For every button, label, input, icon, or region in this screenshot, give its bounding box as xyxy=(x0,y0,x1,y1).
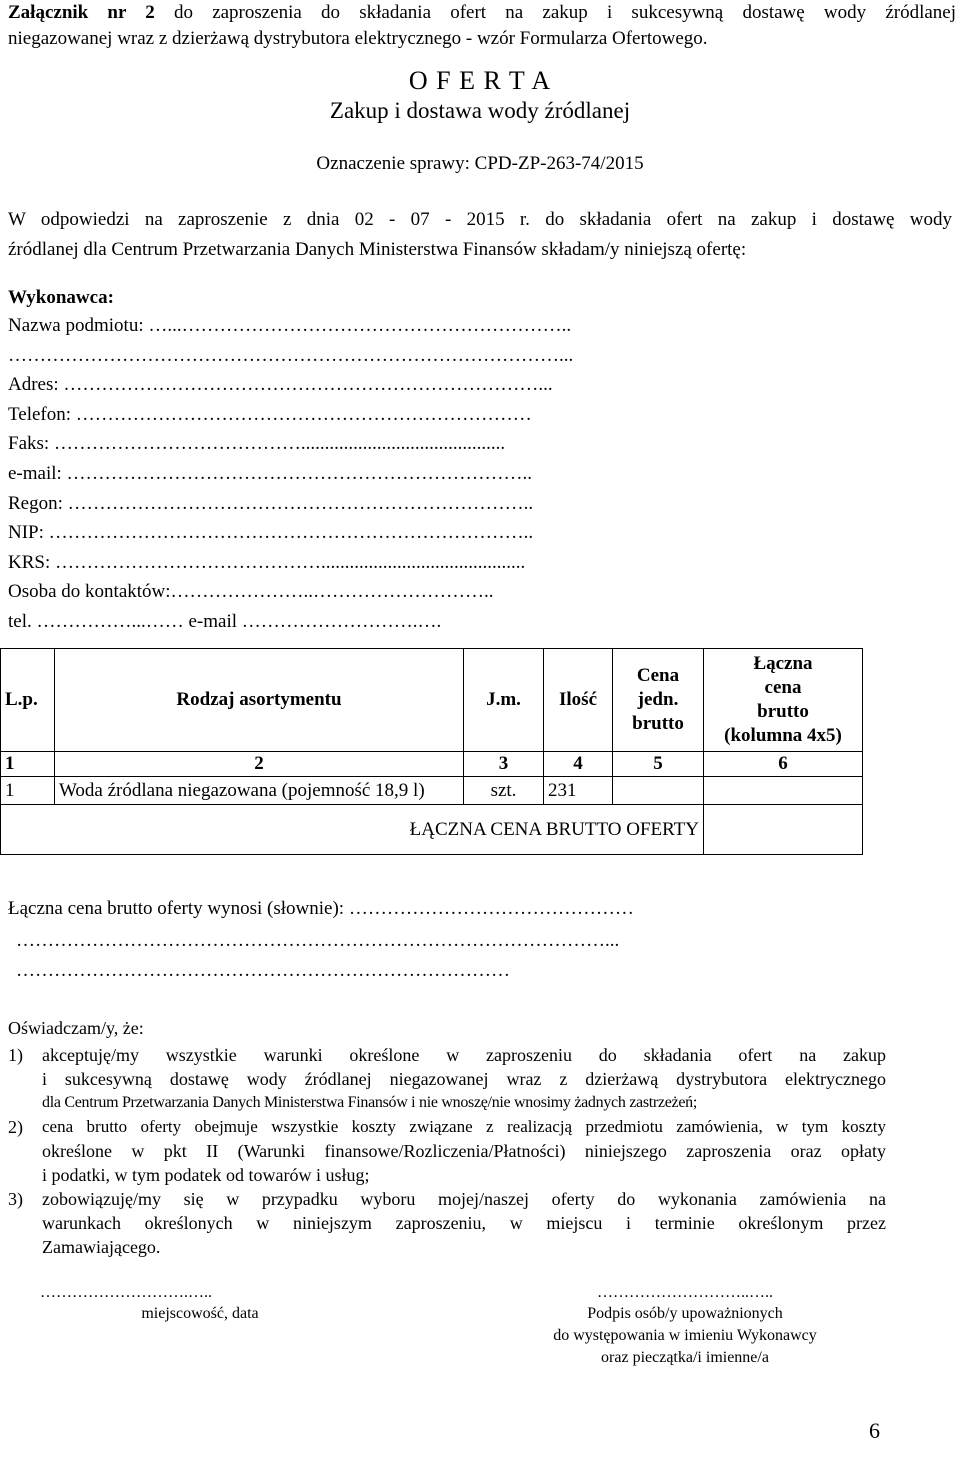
declaration-line: dla Centrum Przetwarzania Danych Ministerstwa Finansów i nie wnoszę/nie wnosimy żadnych zastrzeżeń; xyxy=(42,1094,697,1111)
header-unit-price-2: jedn. xyxy=(637,689,679,710)
declaration-line: zobowiązuję/my się w przypadku wyboru mojej/naszej oferty do wykonania zamówienia na xyxy=(42,1189,886,1209)
col-num-6: 6 xyxy=(704,752,863,777)
sum-value[interactable] xyxy=(704,805,863,855)
total-words-line-2[interactable]: …………………………………………………………………………………... xyxy=(16,930,620,951)
header-unit: J.m. xyxy=(464,649,544,752)
field-address[interactable]: Adres: …………………………………………………………………... xyxy=(8,374,553,395)
intro-line-1: W odpowiedzi na zaproszenie z dnia 02 - 07 - 2015 r. do składania ofert na zakup i dostawę wody xyxy=(8,209,952,230)
field-email[interactable]: e-mail: ……………………………………………………………….. xyxy=(8,463,533,484)
row-lp: 1 xyxy=(1,777,55,805)
declaration-number: 2) xyxy=(8,1117,23,1137)
annex-header xyxy=(8,0,956,52)
header-total-2: cena xyxy=(764,677,802,698)
annex-text-1: do zaproszenia do składania ofert na zakup i sukcesywną dostawę wody źródlanej xyxy=(154,2,957,23)
header-total-3: brutto xyxy=(757,701,809,722)
field-contact-person[interactable]: Osoba do kontaktów:…………………..……………………….. xyxy=(8,581,494,602)
table-row xyxy=(1,777,863,805)
signature-label-3: oraz pieczątka/i imienne/a xyxy=(601,1349,769,1366)
declarations-heading: Oświadczam/y, że: xyxy=(8,1018,144,1038)
field-phone[interactable]: Telefon: ……………………………………………………………… xyxy=(8,404,532,425)
declaration-item xyxy=(8,1043,886,1115)
header-unit-price-3: brutto xyxy=(632,713,684,734)
offer-subtitle: Zakup i dostawa wody źródlanej xyxy=(329,98,631,123)
place-date-label: miejscowość, data xyxy=(141,1305,259,1322)
field-contact-tel-email[interactable]: tel. ……………...…… e-mail ……………………….…. xyxy=(8,611,442,632)
header-total-4: (kolumna 4x5) xyxy=(724,725,842,746)
total-words-label[interactable]: Łączna cena brutto oferty wynosi (słownie): ……………………………………… xyxy=(8,898,634,919)
sum-row xyxy=(1,805,863,855)
col-num-2: 2 xyxy=(55,752,464,777)
declaration-item xyxy=(8,1115,886,1187)
declaration-line: i sukcesywną dostawę wody źródlanej niegazowanej wraz z dzierżawą dystrybutora elektrycznego xyxy=(42,1069,886,1089)
header-assortment: Rodzaj asortymentu xyxy=(55,649,464,752)
row-unit-price[interactable] xyxy=(613,777,704,805)
declaration-number: 3) xyxy=(8,1189,23,1209)
annex-line-2: niegazowanej wraz z dzierżawą dystrybutora elektrycznego - wzór Formularza Ofertowego. xyxy=(8,28,708,49)
sum-label: ŁĄCZNA CENA BRUTTO OFERTY xyxy=(1,805,704,855)
row-assortment: Woda źródlana niegazowana (pojemność 18,9 l) xyxy=(55,777,464,805)
declaration-line: warunkach określonych w niniejszym zaproszeniu, w miejscu i terminie określonym przez xyxy=(42,1213,886,1233)
page-number: 6 xyxy=(869,1418,880,1443)
annex-line-1 xyxy=(8,0,956,26)
declarations xyxy=(8,1016,886,1259)
field-krs[interactable]: KRS: ……………………………………........................................... xyxy=(8,552,526,573)
col-num-5: 5 xyxy=(613,752,704,777)
field-company-name-cont[interactable]: ……………………………………………………………………………... xyxy=(8,345,574,366)
row-unit: szt. xyxy=(464,777,544,805)
table-header-row xyxy=(1,649,863,752)
row-total[interactable] xyxy=(704,777,863,805)
total-words-line-3[interactable]: …………………………………………………………………… xyxy=(16,960,510,981)
case-reference: Oznaczenie sprawy: CPD-ZP-263-74/2015 xyxy=(316,153,644,174)
header-total-1: Łączna xyxy=(753,653,813,674)
header-total xyxy=(704,649,863,752)
declaration-item xyxy=(8,1187,886,1259)
field-nip[interactable]: NIP: ………………………………………………………………….. xyxy=(8,522,534,543)
declaration-line: akceptuję/my wszystkie warunki określone w zaproszeniu do składania ofert na zakup xyxy=(42,1045,886,1065)
field-regon[interactable]: Regon: ……………………………………………………………….. xyxy=(8,493,534,514)
col-num-3: 3 xyxy=(464,752,544,777)
row-qty: 231 xyxy=(544,777,613,805)
header-unit-price-1: Cena xyxy=(636,665,680,686)
col-num-1: 1 xyxy=(1,752,55,777)
declaration-line: cena brutto oferty obejmuje wszystkie koszty związane z realizacją przedmiotu zamówienia, w tym koszty xyxy=(42,1117,886,1136)
place-date-dots[interactable]: ……………………….….. xyxy=(40,1284,212,1301)
declaration-line: Zamawiającego. xyxy=(42,1237,161,1257)
declaration-number: 1) xyxy=(8,1045,23,1065)
field-fax[interactable]: Faks: …………………………………........................................... xyxy=(8,433,506,454)
col-num-4: 4 xyxy=(544,752,613,777)
column-number-row xyxy=(1,752,863,777)
signature-dots[interactable]: ………………………..….. xyxy=(597,1284,773,1301)
offer-table xyxy=(0,648,863,855)
annex-label: Załącznik nr 2 xyxy=(8,2,155,23)
intro-paragraph xyxy=(8,205,952,265)
header-unit-price xyxy=(613,649,704,752)
offer-title: O F E R T A xyxy=(408,66,552,95)
intro-line-2: źródlanej dla Centrum Przetwarzania Danych Ministerstwa Finansów składam/y niniejszą ofertę: xyxy=(8,239,747,260)
header-qty: Ilość xyxy=(544,649,613,752)
declaration-line: i podatki, w tym podatek od towarów i usług; xyxy=(42,1165,370,1185)
signature-label-1: Podpis osób/y upoważnionych xyxy=(587,1305,783,1322)
signature-label-2: do występowania w imieniu Wykonawcy xyxy=(553,1327,817,1344)
header-lp: L.p. xyxy=(1,649,55,752)
declaration-line: określone w pkt II (Warunki finansowe/Rozliczenia/Płatności) niniejszego zaproszenia oraz opłaty xyxy=(42,1141,886,1161)
field-company-name[interactable]: Nazwa podmiotu: …...…………………………………………………….. xyxy=(8,315,572,336)
contractor-heading: Wykonawca: xyxy=(8,287,114,308)
